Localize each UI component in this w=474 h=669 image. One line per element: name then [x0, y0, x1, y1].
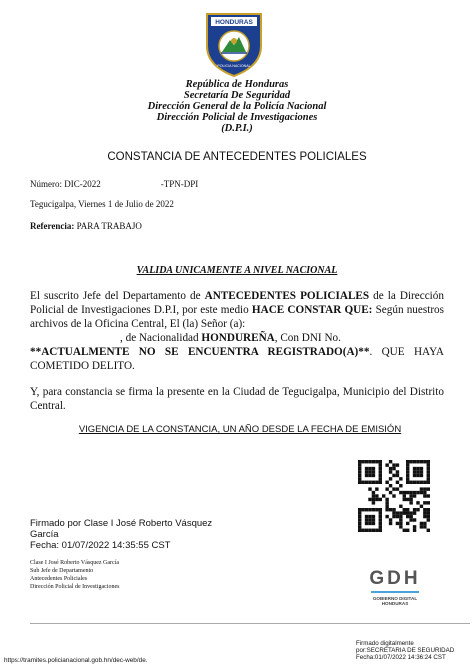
p1-text-c: de la Dirección Policial de Investigaciones D.P.I, por este medio [30, 290, 444, 316]
header-line-direccion-policial: Dirección Policial de Investigaciones [156, 112, 318, 123]
police-badge-logo [203, 8, 265, 78]
signer-name: Clase I José Roberto Vásquez García [30, 560, 120, 566]
p2-nationality: HONDUREÑA [201, 332, 275, 344]
signature-line-2: García [30, 529, 59, 540]
p1-text-a: El suscrito Jefe del Departamento de [30, 290, 205, 302]
badge-bottom-text: POLICIA NACIONAL [217, 64, 251, 68]
vigencia-note: VIGENCIA DE LA CONSTANCIA, UN AÑO DESDE LA FECHA DE EMISIÓN [78, 424, 402, 435]
digital-stamp-line-3: Fecha:01/07/2022 14:36:24 CST [356, 653, 446, 661]
header-line-dpi: (D.P.I.) [221, 123, 253, 134]
signer-directorate: Dirección Policial de Investigaciones [30, 584, 120, 590]
digital-signature-stamp [356, 641, 454, 661]
reference-label: Referencia: [30, 221, 75, 231]
document-title: CONSTANCIA DE ANTECEDENTES POLICIALES [107, 151, 367, 163]
footer-url[interactable]: https://tramites.policianacional.gob.hn/dec-web/de. [4, 657, 148, 664]
body-paragraph-2 [30, 331, 444, 345]
document-number [30, 179, 198, 189]
p3-text-b: . QUE HAYA [369, 346, 444, 358]
header-line-secretaria: Secretaría De Seguridad [183, 90, 291, 101]
body-paragraph-4: Y, para constancia se firma la presente en la Ciudad de Tegucigalpa, Municipio del Distrito Central. [30, 386, 444, 412]
number-value-start: DIC-2022 [64, 179, 101, 189]
header-line-republic: República de Honduras [185, 79, 289, 90]
p1-dept-name: ANTECEDENTES POLICIALES [204, 290, 370, 302]
gdh-caption: GOBIERNO DIGITAL HONDURAS [372, 596, 418, 606]
signer-block [30, 559, 119, 591]
number-value-end: -TPN-DPI [160, 179, 199, 189]
place-date: Tegucigalpa, Viernes 1 de Julio de 2022 [30, 199, 174, 209]
signer-role: Sub Jefe de Departamento [30, 568, 94, 574]
body-paragraph-1 [30, 289, 444, 331]
number-label: Número: [30, 179, 62, 189]
signer-department: Antecedentes Policiales [30, 576, 88, 582]
validity-note: VALIDA UNICAMENTE A NIVEL NACIONAL [136, 265, 338, 276]
qr-code [358, 460, 430, 532]
body-paragraph-3-line2: COMETIDO DELITO. [30, 360, 135, 372]
reference [30, 221, 142, 231]
gdh-logo [362, 568, 428, 606]
badge-top-text: HONDURAS [215, 19, 253, 26]
header-line-direccion-general: Dirección General de la Policía Nacional [147, 101, 327, 112]
p3-status: **ACTUALMENTE NO SE ENCUENTRA REGISTRADO(A)** [30, 346, 370, 358]
p1-text-e: Según nuestros archivos de la Oficina Central, El (la) Señor (a): [30, 304, 445, 330]
p2-text-a: , de Nacionalidad [120, 332, 202, 344]
signature-date: Fecha: 01/07/2022 14:35:55 CST [30, 540, 171, 551]
signature-line-1: Firmado por Clase I José Roberto Vásquez [30, 518, 213, 529]
p2-text-c: , Con DNI No. [274, 332, 341, 344]
p1-hace-constar: HACE CONSTAR QUE: [251, 304, 373, 316]
reference-value: PARA TRABAJO [76, 221, 142, 231]
digital-stamp-line-1: Firmado digitalmente [356, 640, 414, 647]
footer-divider [30, 623, 470, 624]
gdh-accent-bar [371, 591, 419, 593]
gdh-logo-text: GDH [369, 568, 421, 589]
digital-stamp-line-2: por:SECRETARIA DE SEGURIDAD [356, 646, 455, 654]
body-paragraph-3-line1 [30, 345, 444, 359]
